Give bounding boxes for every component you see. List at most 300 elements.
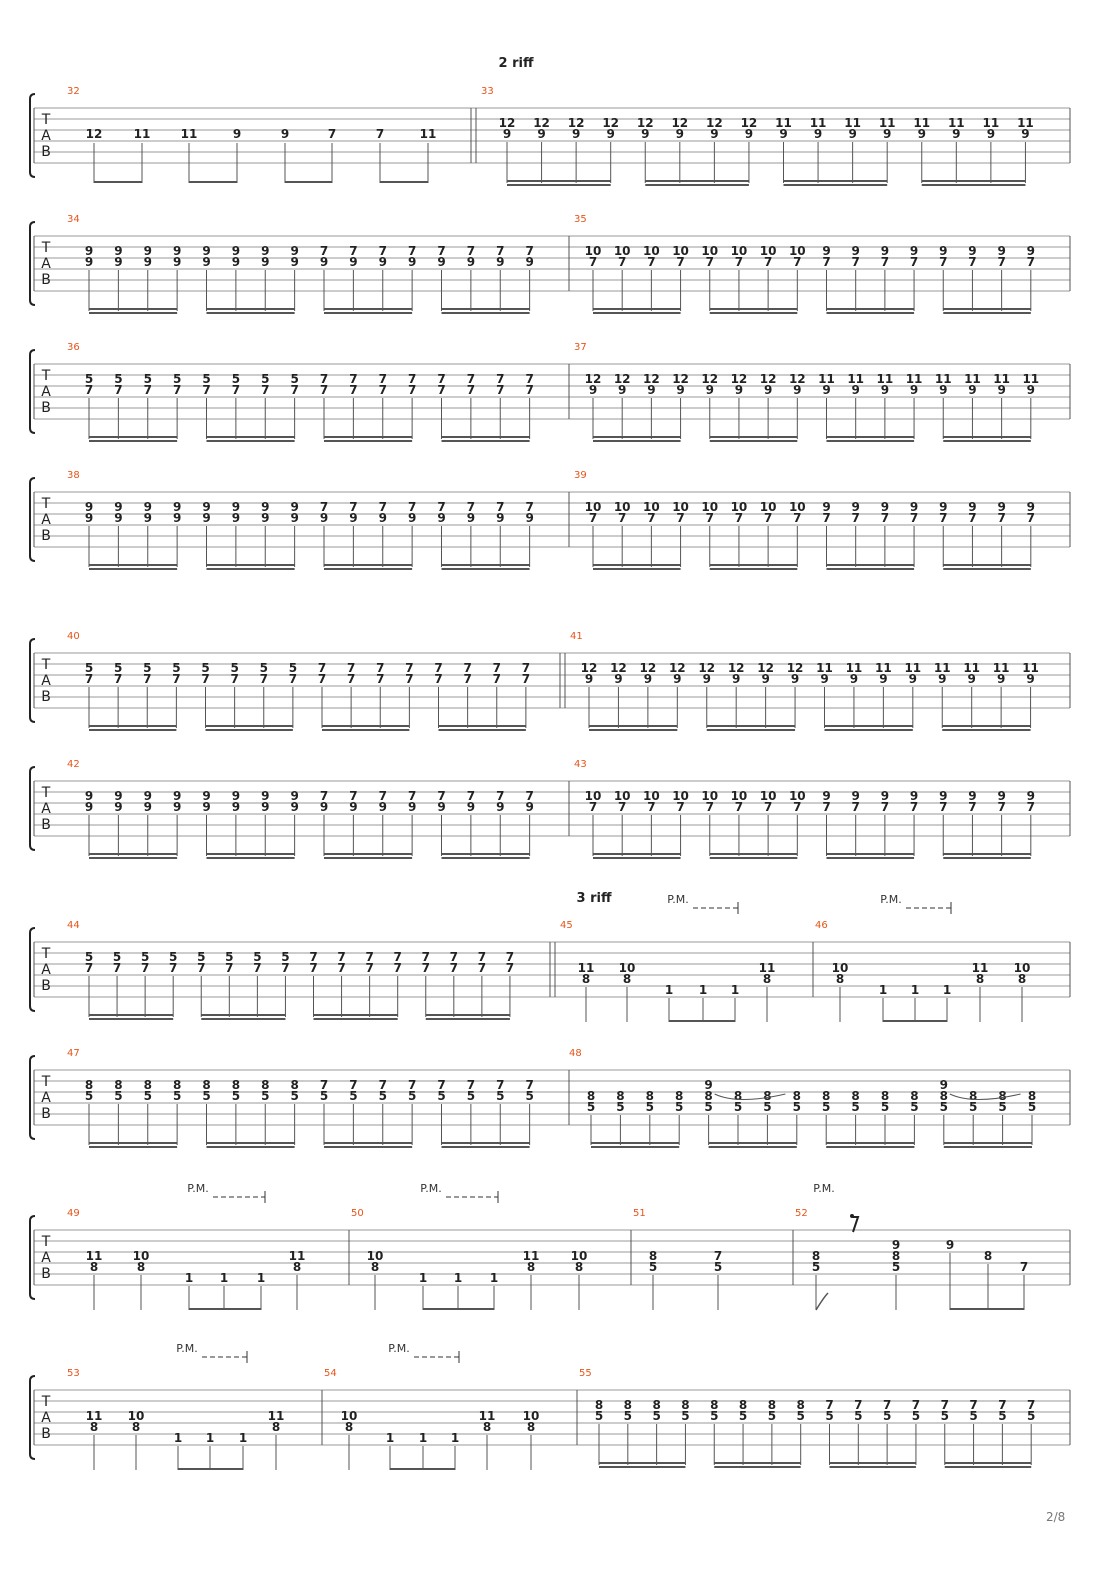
- fret-number: 7: [496, 244, 505, 258]
- fret-number: 9: [84, 255, 94, 269]
- fret-number: 7: [909, 800, 919, 814]
- beam: [593, 440, 681, 442]
- fret-number: 9: [917, 127, 926, 141]
- fret-number: 8: [891, 1249, 901, 1263]
- fret-number: 10: [672, 244, 689, 258]
- fret-number: 7: [437, 500, 446, 514]
- fret-number: 7: [346, 661, 356, 675]
- fret-number: 8: [526, 1420, 536, 1434]
- fret-number: 12: [698, 661, 716, 675]
- tab-letter-t: T: [41, 112, 51, 128]
- fret-number: 11: [1022, 661, 1039, 675]
- beam: [439, 725, 526, 727]
- fret-number: 9: [643, 672, 653, 686]
- fret-number: 5: [738, 1409, 748, 1423]
- fret-number: 7: [317, 672, 327, 686]
- fret-number: 7: [909, 255, 919, 269]
- fret-number: 7: [525, 383, 534, 397]
- fret-number: 7: [437, 383, 446, 397]
- fret-number: 12: [671, 116, 689, 130]
- fret-number: 9: [261, 800, 270, 814]
- fret-number: 7: [647, 800, 656, 814]
- fret-number: 9: [986, 127, 996, 141]
- fret-number: 11: [758, 961, 776, 975]
- fret-number: 9: [290, 500, 299, 514]
- fret-number: 11: [133, 127, 151, 141]
- fret-number: 9: [675, 127, 684, 141]
- fret-number: 7: [466, 372, 476, 386]
- fret-number: 7: [968, 255, 977, 269]
- fret-number: 7: [1026, 511, 1035, 525]
- palm-mute: P.M.: [667, 893, 689, 906]
- fret-number: 7: [763, 255, 773, 269]
- fret-number: 9: [290, 255, 299, 269]
- fret-number: 9: [588, 383, 598, 397]
- fret-number: 9: [349, 511, 358, 525]
- fret-number: 5: [201, 661, 210, 675]
- fret-number: 8: [851, 1089, 860, 1103]
- fret-number: 7: [231, 383, 241, 397]
- fret-number: 11: [478, 1409, 496, 1423]
- fret-number: 5: [586, 1100, 596, 1114]
- fret-number: 9: [997, 789, 1006, 803]
- measure-number: 32: [67, 86, 80, 97]
- tab-letter-b: B: [41, 400, 51, 416]
- fret-number: 9: [790, 672, 800, 686]
- fret-number: 5: [231, 372, 241, 386]
- fret-number: 7: [349, 244, 358, 258]
- tab-letter-t: T: [41, 1074, 51, 1090]
- beam: [507, 184, 611, 186]
- beam: [206, 725, 293, 727]
- fret-number: 9: [172, 800, 182, 814]
- fret-number: 9: [537, 127, 546, 141]
- fret-number: 7: [378, 500, 387, 514]
- fret-number: 7: [84, 672, 94, 686]
- fret-number: 7: [349, 1078, 358, 1092]
- beam: [593, 568, 681, 570]
- fret-number: 5: [261, 372, 270, 386]
- fret-number: 7: [477, 950, 487, 964]
- tab-letter-b: B: [41, 1426, 51, 1442]
- tab-letter-t: T: [41, 785, 51, 801]
- beam: [593, 308, 681, 310]
- beam: [207, 308, 295, 310]
- fret-number: 9: [571, 127, 581, 141]
- fret-number: 9: [822, 789, 831, 803]
- fret-number: 7: [172, 383, 182, 397]
- measure-number: 48: [569, 1048, 582, 1059]
- fret-number: 7: [496, 372, 505, 386]
- fret-number: 9: [172, 789, 182, 803]
- fret-number: 11: [875, 661, 892, 675]
- fret-number: 5: [882, 1409, 892, 1423]
- fret-number: 5: [231, 1089, 241, 1103]
- fret-number: 8: [114, 1078, 123, 1092]
- fret-number: 9: [231, 244, 241, 258]
- fret-number: 7: [437, 372, 446, 386]
- fret-number: 8: [983, 1249, 993, 1263]
- beam: [439, 729, 526, 731]
- fret-number: 11: [267, 1409, 285, 1423]
- fret-number: 9: [290, 789, 299, 803]
- tab-letter-a: A: [41, 1090, 51, 1106]
- fret-number: 7: [939, 800, 948, 814]
- fret-number: 8: [623, 1398, 632, 1412]
- fret-number: 7: [968, 511, 977, 525]
- fret-number: 9: [641, 127, 650, 141]
- measure-number: 39: [574, 470, 587, 481]
- beam: [390, 1468, 455, 1470]
- fret-number: 7: [378, 789, 387, 803]
- beam: [442, 853, 530, 855]
- fret-number: 1: [205, 1431, 215, 1445]
- fret-number: 9: [143, 244, 152, 258]
- beam: [714, 1462, 800, 1464]
- fret-number: 5: [288, 661, 298, 675]
- measure-number: 34: [67, 214, 80, 225]
- fret-number: 7: [378, 383, 387, 397]
- fret-number: 7: [434, 661, 443, 675]
- beam: [322, 725, 409, 727]
- fret-number: 5: [84, 950, 94, 964]
- beam: [593, 312, 681, 314]
- fret-number: 1: [385, 1431, 395, 1445]
- measure-number: 46: [815, 920, 828, 931]
- fret-number: 7: [676, 255, 685, 269]
- fret-number: 8: [762, 972, 772, 986]
- fret-number: 5: [939, 1100, 948, 1114]
- fret-number: 10: [613, 244, 631, 258]
- fret-number: 11: [818, 372, 835, 386]
- measure-number: 45: [560, 920, 573, 931]
- fret-number: 1: [256, 1271, 266, 1285]
- fret-number: 7: [734, 255, 744, 269]
- beam: [784, 180, 888, 182]
- fret-number: 11: [844, 116, 861, 130]
- fret-number: 9: [761, 672, 770, 686]
- fret-number: 5: [998, 1409, 1007, 1423]
- fret-number: 7: [463, 661, 472, 675]
- beam: [442, 308, 530, 310]
- fret-number: 1: [219, 1271, 229, 1285]
- fret-number: 12: [602, 116, 620, 130]
- fret-number: 9: [84, 800, 94, 814]
- fret-number: 8: [261, 1078, 270, 1092]
- fret-number: 5: [259, 661, 268, 675]
- beam: [324, 1146, 412, 1148]
- fret-number: 7: [851, 800, 860, 814]
- beam: [89, 564, 177, 566]
- palm-mute: P.M.: [388, 1342, 410, 1355]
- palm-mute: P.M.: [187, 1182, 209, 1195]
- fret-number: 7: [466, 500, 476, 514]
- fret-number: 7: [288, 672, 298, 686]
- fret-number: 7: [197, 961, 206, 975]
- fret-number: 7: [319, 372, 329, 386]
- fret-number: 10: [672, 500, 689, 514]
- fret-number: 8: [526, 1260, 536, 1274]
- fret-number: 7: [449, 961, 458, 975]
- measure-number: 33: [481, 86, 494, 97]
- fret-number: 9: [114, 244, 123, 258]
- fret-number: 7: [317, 661, 327, 675]
- fret-number: 9: [968, 789, 977, 803]
- beam: [442, 564, 530, 566]
- fret-number: 9: [744, 127, 754, 141]
- fret-number: 9: [704, 1078, 713, 1092]
- fret-number: 7: [588, 800, 598, 814]
- measure-number: 53: [67, 1368, 80, 1379]
- fret-number: 1: [910, 983, 920, 997]
- fret-number: 1: [730, 983, 740, 997]
- tab-staff: [30, 1216, 1070, 1299]
- fret-number: 5: [910, 1100, 919, 1114]
- fret-number: 9: [319, 511, 329, 525]
- fret-number: 9: [1026, 500, 1035, 514]
- fret-number: 12: [533, 116, 550, 130]
- fret-number: 8: [998, 1089, 1007, 1103]
- fret-number: 7: [1019, 1260, 1029, 1274]
- fret-number: 9: [290, 244, 299, 258]
- fret-number: 7: [939, 511, 948, 525]
- fret-number: 7: [346, 672, 356, 686]
- fret-number: 1: [489, 1271, 499, 1285]
- fret-number: 9: [813, 127, 823, 141]
- beam: [589, 725, 677, 727]
- fret-number: 8: [645, 1089, 654, 1103]
- tab-letter-b: B: [41, 978, 51, 994]
- beam: [714, 1466, 800, 1468]
- fret-number: 9: [232, 127, 242, 141]
- beam: [827, 564, 915, 566]
- fret-number: 5: [713, 1260, 723, 1274]
- fret-number: 9: [496, 255, 505, 269]
- fret-number: 5: [825, 1409, 834, 1423]
- fret-number: 8: [202, 1078, 211, 1092]
- fret-number: 8: [738, 1398, 748, 1412]
- fret-number: 8: [89, 1420, 99, 1434]
- beam: [89, 436, 177, 438]
- fret-number: 9: [114, 511, 123, 525]
- fret-number: 7: [880, 255, 890, 269]
- beam: [593, 436, 681, 438]
- fret-number: 9: [1026, 672, 1035, 686]
- fret-number: 9: [883, 127, 892, 141]
- fret-number: 10: [132, 1249, 150, 1263]
- beam: [827, 436, 915, 438]
- tab-letter-a: A: [41, 128, 51, 144]
- fret-number: 8: [581, 972, 591, 986]
- beam: [324, 312, 412, 314]
- tab-letter-b: B: [41, 817, 51, 833]
- section-label-3-riff: 3 riff: [576, 891, 612, 906]
- fret-number: 5: [319, 1089, 329, 1103]
- fret-number: 7: [337, 950, 346, 964]
- fret-number: 5: [114, 372, 123, 386]
- beam: [207, 857, 295, 859]
- fret-number: 5: [616, 1100, 625, 1114]
- fret-number: 11: [878, 116, 896, 130]
- tab-letter-a: A: [41, 384, 51, 400]
- beam: [830, 1462, 916, 1464]
- fret-number: 9: [114, 500, 123, 514]
- fret-number: 9: [202, 800, 211, 814]
- palm-mute: P.M.: [420, 1182, 442, 1195]
- fret-number: 9: [779, 127, 788, 141]
- measure-number: 35: [574, 214, 587, 225]
- beam: [943, 440, 1031, 442]
- beam: [827, 853, 915, 855]
- fret-number: 9: [909, 789, 919, 803]
- fret-number: 10: [340, 1409, 358, 1423]
- beam: [943, 853, 1031, 855]
- fret-number: 9: [710, 127, 719, 141]
- fret-number: 7: [997, 255, 1006, 269]
- fret-number: 10: [701, 500, 719, 514]
- fret-number: 5: [112, 950, 122, 964]
- fret-number: 9: [172, 500, 182, 514]
- fret-number: 8: [763, 1089, 772, 1103]
- fret-number: 5: [281, 950, 290, 964]
- fret-number: 9: [437, 511, 446, 525]
- fret-number: 7: [969, 1398, 978, 1412]
- fret-number: 7: [375, 127, 385, 141]
- fret-number: 7: [1026, 800, 1035, 814]
- fret-number: 7: [169, 961, 178, 975]
- fret-number: 11: [180, 127, 198, 141]
- fret-number: 11: [876, 372, 894, 386]
- fret-number: 11: [992, 661, 1010, 675]
- beam: [442, 312, 530, 314]
- fret-number: 5: [822, 1100, 831, 1114]
- fret-number: 8: [344, 1420, 354, 1434]
- fret-number: 8: [1027, 1089, 1037, 1103]
- fret-number: 9: [702, 672, 711, 686]
- fret-number: 12: [639, 661, 657, 675]
- fret-number: 7: [525, 500, 534, 514]
- fret-number: 8: [822, 1089, 831, 1103]
- fret-number: 9: [1026, 789, 1035, 803]
- fret-number: 7: [84, 383, 94, 397]
- fret-number: 9: [525, 255, 534, 269]
- beam: [207, 1146, 295, 1148]
- beam: [589, 729, 677, 731]
- fret-number: 7: [281, 961, 290, 975]
- fret-number: 10: [730, 789, 748, 803]
- beam: [89, 440, 177, 442]
- fret-number: 9: [851, 244, 860, 258]
- tab-letter-a: A: [41, 962, 51, 978]
- fret-number: 9: [261, 511, 270, 525]
- beam: [89, 725, 176, 727]
- beam: [825, 725, 913, 727]
- fret-number: 11: [845, 661, 863, 675]
- beam: [423, 1308, 494, 1310]
- fret-number: 8: [622, 972, 632, 986]
- fret-number: 10: [584, 500, 602, 514]
- fret-number: 9: [466, 255, 476, 269]
- fret-number: 9: [290, 511, 299, 525]
- beam: [593, 857, 681, 859]
- fret-number: 9: [84, 244, 94, 258]
- beam: [89, 308, 177, 310]
- fret-number: 9: [466, 800, 476, 814]
- fret-number: 10: [730, 244, 748, 258]
- fret-number: 7: [521, 672, 531, 686]
- fret-number: 7: [734, 800, 744, 814]
- fret-number: 7: [705, 800, 714, 814]
- fret-number: 7: [793, 511, 802, 525]
- fret-number: 7: [407, 383, 417, 397]
- fret-number: 9: [466, 511, 476, 525]
- beam: [89, 853, 177, 855]
- fret-number: 11: [85, 1249, 103, 1263]
- tab-letter-t: T: [41, 240, 51, 256]
- fret-number: 7: [112, 961, 122, 975]
- fret-number: 7: [998, 1398, 1007, 1412]
- fret-number: 7: [705, 511, 714, 525]
- fret-number: 7: [851, 255, 860, 269]
- fret-number: 7: [647, 511, 656, 525]
- beam: [830, 1466, 916, 1468]
- fret-number: 7: [437, 789, 446, 803]
- beam: [945, 1466, 1031, 1468]
- beam: [827, 568, 915, 570]
- fret-number: 10: [522, 1409, 540, 1423]
- beam: [314, 1018, 398, 1020]
- fret-number: 9: [880, 500, 890, 514]
- fret-number: 10: [366, 1249, 384, 1263]
- fret-number: 5: [290, 372, 299, 386]
- beam: [883, 1020, 947, 1022]
- fret-number: 9: [319, 800, 329, 814]
- fret-number: 7: [676, 511, 685, 525]
- fret-number: 7: [525, 1078, 534, 1092]
- fret-number: 9: [290, 800, 299, 814]
- fret-number: 8: [975, 972, 985, 986]
- beam: [324, 853, 412, 855]
- beam: [922, 180, 1026, 182]
- fret-number: 5: [710, 1409, 719, 1423]
- fret-number: 10: [1013, 961, 1031, 975]
- beam: [207, 440, 295, 442]
- fret-number: 7: [393, 961, 402, 975]
- tab-letter-b: B: [41, 144, 51, 160]
- measure-number: 36: [67, 342, 80, 353]
- beam: [645, 180, 749, 182]
- fret-number: 7: [505, 950, 515, 964]
- fret-number: 7: [997, 800, 1006, 814]
- fret-number: 9: [820, 672, 829, 686]
- fret-number: 1: [450, 1431, 460, 1445]
- fret-number: 9: [280, 127, 290, 141]
- fret-number: 8: [143, 1078, 152, 1092]
- fret-number: 9: [822, 244, 831, 258]
- measure-number: 38: [67, 470, 80, 481]
- fret-number: 7: [618, 511, 627, 525]
- fret-number: 7: [647, 255, 656, 269]
- fret-number: 12: [613, 372, 631, 386]
- fret-number: 1: [418, 1271, 428, 1285]
- fret-number: 9: [172, 244, 182, 258]
- fret-number: 7: [525, 244, 534, 258]
- fret-number: 7: [466, 1078, 476, 1092]
- fret-number: 5: [172, 1089, 182, 1103]
- fret-number: 5: [84, 1089, 94, 1103]
- fret-number: 7: [421, 950, 430, 964]
- fret-number: 7: [525, 789, 534, 803]
